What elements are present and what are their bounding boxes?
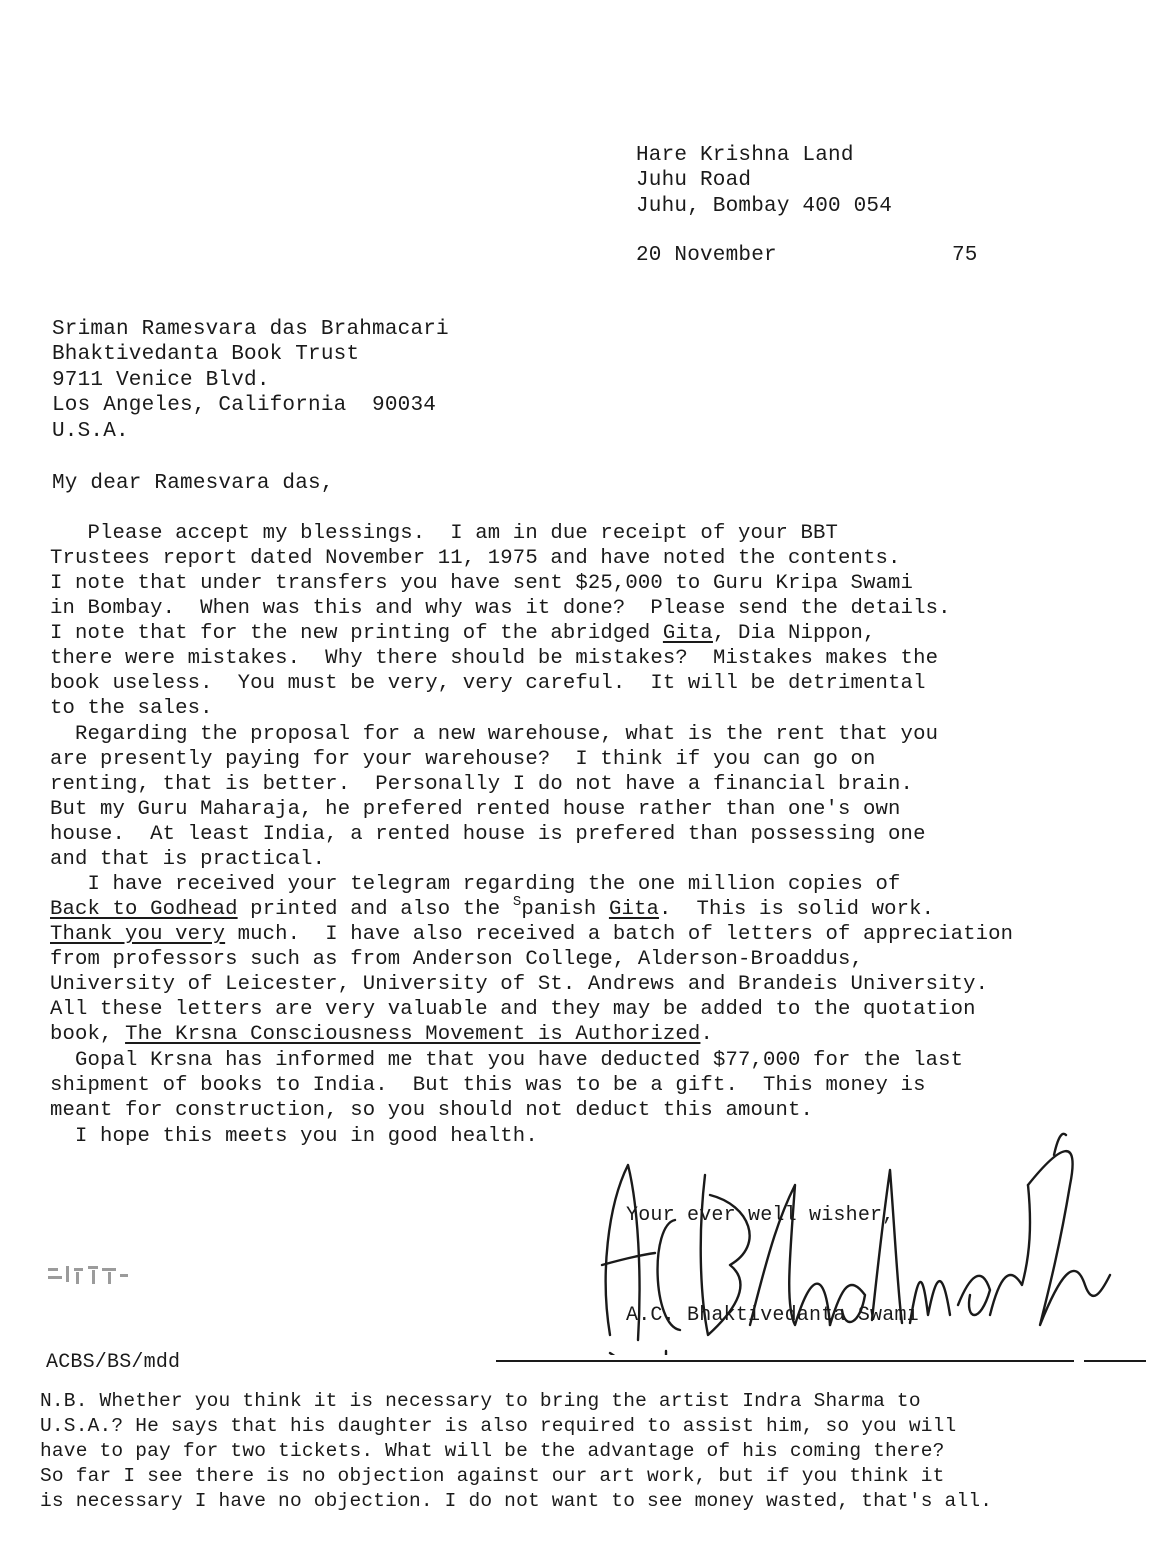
handwritten-correction-s: S xyxy=(512,894,522,910)
body-line: University of Leicester, University of St. Andrews and Brandeis University. xyxy=(50,973,989,996)
body-text: , Dia Nippon, xyxy=(712,622,876,645)
recipient-line-2: Bhaktivedanta Book Trust xyxy=(52,343,360,366)
nb-line: is necessary I have no objection. I do not want to see money wasted, that's all. xyxy=(40,1490,993,1512)
body-text: I note that for the new printing of the abridged xyxy=(50,622,663,645)
body-line: meant for construction, so you should not deduct this amount. xyxy=(50,1099,814,1122)
nb-line: So far I see there is no objection against our art work, but if you think it xyxy=(40,1465,945,1487)
body-line: But my Guru Maharaja, he prefered rented house rather than one's own xyxy=(50,798,901,821)
date-day-month: 20 November xyxy=(636,244,777,267)
divider-rule xyxy=(496,1360,1074,1362)
nb-line: have to pay for two tickets. What will be the advantage of his coming there? xyxy=(40,1440,945,1462)
body-line: from professors such as from Anderson College, Alderson-Broaddus, xyxy=(50,948,864,971)
body-line: Regarding the proposal for a new warehouse, what is the rent that you xyxy=(50,723,939,746)
body-line: I have received your telegram regarding the one million copies of xyxy=(50,873,901,896)
nb-line: N.B. Whether you think it is necessary to bring the artist Indra Sharma to xyxy=(40,1390,921,1412)
body-line: shipment of books to India. But this was to be a gift. This money is xyxy=(50,1074,926,1097)
nb-line: U.S.A.? He says that his daughter is also required to assist him, so you will xyxy=(40,1415,957,1437)
body-text: printed and also the xyxy=(237,898,513,921)
body-line: in Bombay. When was this and why was it done? Please send the details. xyxy=(50,597,951,620)
body-line: are presently paying for your warehouse? I think if you can go on xyxy=(50,748,876,771)
handwritten-signature xyxy=(580,1125,1120,1355)
date-year: 75 xyxy=(952,244,978,267)
body-line: Please accept my blessings. I am in due receipt of your BBT xyxy=(50,522,839,545)
letterhead-address-line-1: Hare Krishna Land xyxy=(636,144,854,167)
reference-initials: ACBS/BS/mdd xyxy=(46,1351,181,1374)
body-line: All these letters are very valuable and they may be added to the quotation xyxy=(50,998,976,1021)
recipient-line-4: Los Angeles, California 90034 xyxy=(52,394,437,417)
body-line xyxy=(50,621,876,646)
book-title-krsna-consciousness-movement: The Krsna Consciousness Movement is Authorized xyxy=(125,1023,701,1046)
body-text: . xyxy=(700,1023,713,1046)
body-line xyxy=(50,1022,713,1047)
recipient-line-5: U.S.A. xyxy=(52,420,129,443)
magazine-title-back-to-godhead: Back to Godhead xyxy=(50,898,238,921)
body-text: . This is solid work. xyxy=(658,898,935,921)
book-title-gita: Gita xyxy=(608,898,659,921)
body-line: Trustees report dated November 11, 1975 and have noted the contents. xyxy=(50,547,901,570)
body-line: renting, that is better. Personally I do not have a financial brain. xyxy=(50,773,914,796)
letterhead-address-line-3: Juhu, Bombay 400 054 xyxy=(636,195,893,218)
body-text: panish xyxy=(521,898,609,921)
letterhead-address-line-2: Juhu Road xyxy=(636,169,752,192)
body-line: to the sales. xyxy=(50,697,213,720)
valediction: Your ever well wisher, xyxy=(626,1204,895,1227)
body-text: much. I have also received a batch of letters of appreciation xyxy=(225,923,1014,946)
underlined-thanks: Thank you very xyxy=(50,923,226,946)
body-line: book useless. You must be very, very careful. It will be detrimental xyxy=(50,672,926,695)
body-line: house. At least India, a rented house is prefered than possessing one xyxy=(50,823,926,846)
signatory-name: A.C. Bhaktivedanta Swami xyxy=(626,1304,919,1327)
body-line: I note that under transfers you have sent $25,000 to Guru Kripa Swami xyxy=(50,572,914,595)
body-text: book, xyxy=(50,1023,126,1046)
recipient-line-1: Sriman Ramesvara das Brahmacari xyxy=(52,318,449,341)
book-title-gita: Gita xyxy=(662,622,713,645)
body-line xyxy=(50,894,935,924)
body-line: I hope this meets you in good health. xyxy=(50,1125,538,1148)
faint-stamp-mark xyxy=(46,1262,138,1288)
body-line: there were mistakes. Why there should be mistakes? Mistakes makes the xyxy=(50,647,939,670)
recipient-line-3: 9711 Venice Blvd. xyxy=(52,369,270,392)
body-line xyxy=(50,922,1013,947)
body-line: and that is practical. xyxy=(50,848,326,871)
divider-rule-tail xyxy=(1084,1360,1146,1362)
body-line: Gopal Krsna has informed me that you have deducted $77,000 for the last xyxy=(50,1049,964,1072)
salutation: My dear Ramesvara das, xyxy=(52,472,334,495)
